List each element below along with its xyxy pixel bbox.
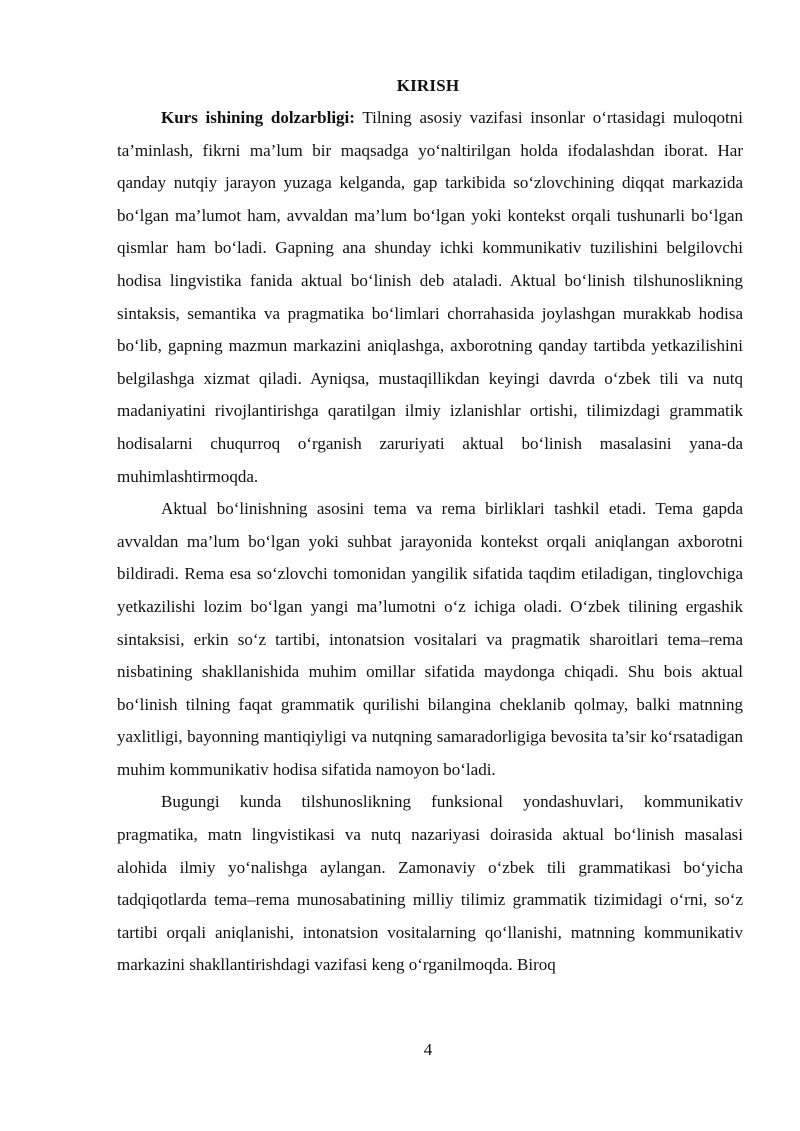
paragraph-relevance bbox=[117, 102, 743, 493]
body-text bbox=[117, 102, 743, 982]
paragraph-current-research: Bugungi kunda tilshunoslikning funksional yondashuvlari, kommunikativ pragmatika, matn lingvistikasi va nutq nazariyasi doirasida aktual bo‘linish masalasi alohida ilmiy yo‘nalishga aylangan. Zamonaviy o‘zbek tili grammatikasi bo‘yicha tadqiqotlarda tema–rema munosabatining milliy tilimiz grammatik tizimidagi o‘rni, so‘z tartibi orqali aniqlanishi, intonatsion vositalarning qo‘llanishi, matnning kommunikativ markazini shakllantirishdagi vazifasi keng o‘rganilmoqda. Biroq bbox=[117, 792, 743, 975]
paragraph-theme-rheme: Aktual bo‘linishning asosini tema va rema birliklari tashkil etadi. Tema gapda avvaldan ma’lum bo‘lgan yoki suhbat jarayonida kontekst orqali aniqlangan axborotni bildiradi. Rema esa so‘zlovchi tomonidan yangilik sifatida taqdim etiladigan, tinglovchiga yetkazilishi lozim bo‘lgan yangi ma’lumotni o‘z ichiga oladi. O‘zbek tilining ergashik sintaksisi, erkin so‘z tartibi, intonatsion vositalari va pragmatik sharoitlari tema–rema nisbatining shakllanishida muhim omillar sifatida maydonga chiqadi. Shu bois aktual bo‘linish tilning faqat grammatik qurilishi bilangina cheklanib qolmay, balki matnning yaxlitligi, bayonning mantiqiyligi va nutqning samaradorligiga bevosita ta’sir ko‘rsatadigan muhim kommunikativ hodisa sifatida namoyon bo‘ladi. bbox=[117, 499, 743, 779]
paragraph-lead: Kurs ishining dolzarbligi: bbox=[161, 108, 355, 127]
page-number: 4 bbox=[423, 1040, 433, 1059]
paragraph-text: Tilning asosiy vazifasi insonlar o‘rtasidagi muloqotni ta’minlash, fikrni ma’lum bir maqsadga yo‘naltirilgan holda ifodalashdan iborat. Har qanday nutqiy jarayon yuzaga kelganda, gap tarkibida so‘zlovchining diqqat markazida bo‘lgan ma’lumot ham, avvaldan ma’lum bo‘lgan yoki kontekst orqali tushunarli bo‘lgan qismlar ham bo‘ladi. Gapning ana shunday ichki kommunikativ tuzilishini belgilovchi hodisa lingvistika fanida aktual bo‘linish deb ataladi. Aktual bo‘linish tilshunoslikning sintaksis, semantika va pragmatika bo‘limlari chorrahasida joylashgan murakkab hodisa bo‘lib, gapning mazmun markazini aniqlashga, axborotning qanday tartibda yetkazilishini belgilashga xizmat qiladi. Ayniqsa, mustaqillikdan keyingi davrda o‘zbek tili va nutq madaniyatini rivojlantirishga qaratilgan ilmiy izlanishlar ortishi, tilimizdagi grammatik hodisalarni chuqurroq o‘rganish zaruriyati aktual bo‘linish masalasini yana-da muhimlashtirmoqda. bbox=[117, 108, 743, 486]
section-heading: KIRISH bbox=[396, 76, 460, 95]
